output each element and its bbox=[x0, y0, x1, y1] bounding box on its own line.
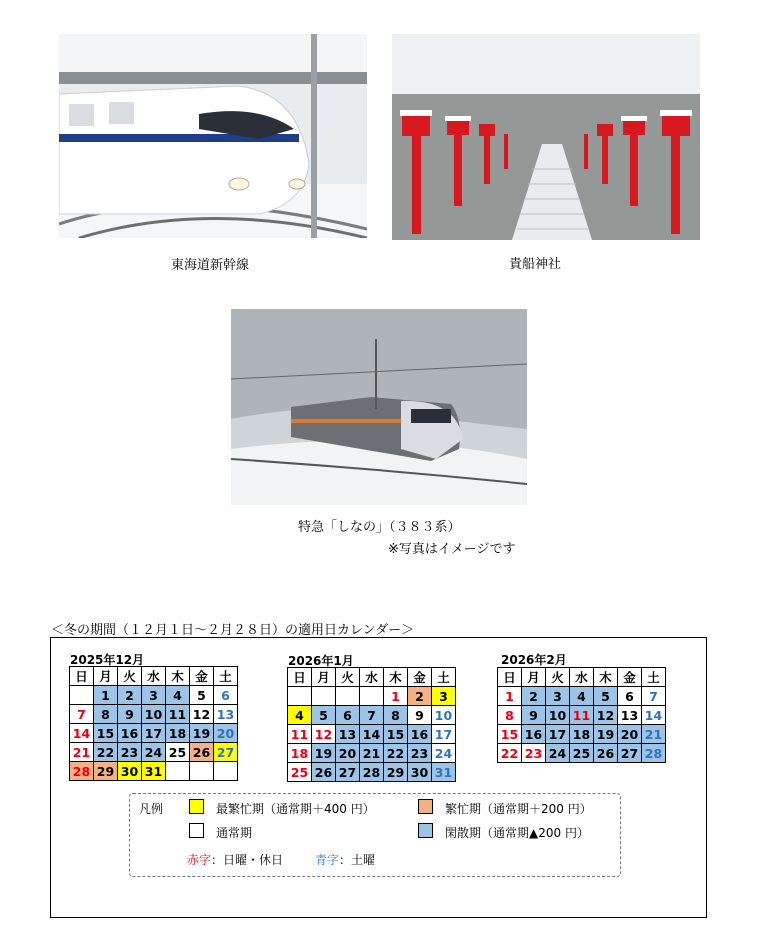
day-cell: 13 bbox=[336, 725, 360, 744]
day-cell: 5 bbox=[312, 706, 336, 725]
day-cell: 11 bbox=[570, 706, 594, 725]
day-cell: 17 bbox=[546, 725, 570, 744]
day-cell: 9 bbox=[522, 706, 546, 725]
day-cell: 25 bbox=[570, 744, 594, 763]
day-cell bbox=[312, 687, 336, 706]
day-cell: 18 bbox=[570, 725, 594, 744]
day-cell: 16 bbox=[522, 725, 546, 744]
day-cell: 10 bbox=[142, 705, 166, 724]
day-cell: 19 bbox=[312, 744, 336, 763]
day-cell: 29 bbox=[94, 762, 118, 781]
day-cell: 5 bbox=[190, 686, 214, 705]
day-cell: 31 bbox=[432, 763, 456, 782]
day-cell: 26 bbox=[594, 744, 618, 763]
low-legend-text: 閑散期（通常期▲200 円） bbox=[445, 826, 589, 840]
day-cell: 24 bbox=[142, 743, 166, 762]
weekday-header: 火 bbox=[336, 668, 360, 687]
day-cell: 6 bbox=[214, 686, 238, 705]
normal-legend-text: 通常期 bbox=[216, 826, 253, 840]
day-cell: 2 bbox=[408, 687, 432, 706]
weekday-header: 火 bbox=[546, 668, 570, 687]
day-cell: 23 bbox=[522, 744, 546, 763]
weekday-header: 木 bbox=[594, 668, 618, 687]
day-cell: 28 bbox=[642, 744, 666, 763]
day-cell: 29 bbox=[384, 763, 408, 782]
day-cell: 24 bbox=[546, 744, 570, 763]
legend-box bbox=[129, 793, 621, 877]
day-cell: 9 bbox=[408, 706, 432, 725]
legend-label: 凡例 bbox=[139, 802, 164, 816]
shinkansen-photo bbox=[59, 34, 367, 238]
day-cell: 22 bbox=[384, 744, 408, 763]
day-cell: 10 bbox=[546, 706, 570, 725]
day-cell: 15 bbox=[498, 725, 522, 744]
day-cell: 18 bbox=[166, 724, 190, 743]
day-cell: 22 bbox=[94, 743, 118, 762]
weekday-header: 水 bbox=[142, 667, 166, 686]
month-title-jan: 2026年1月 bbox=[288, 654, 354, 668]
month-title-dec: 2025年12月 bbox=[70, 653, 145, 667]
weekday-header: 金 bbox=[408, 668, 432, 687]
day-cell: 27 bbox=[214, 743, 238, 762]
shinano-caption: 特急「しなの」（３８３系） bbox=[298, 520, 461, 535]
busy-swatch bbox=[418, 799, 433, 814]
day-cell: 30 bbox=[408, 763, 432, 782]
day-cell: 8 bbox=[94, 705, 118, 724]
weekday-header: 月 bbox=[312, 668, 336, 687]
calendar-heading: ＜冬の期間（１２月１日～２月２８日）の適用日カレンダー＞ bbox=[51, 623, 415, 638]
calendar-dec bbox=[69, 666, 238, 781]
day-cell: 1 bbox=[384, 687, 408, 706]
weekday-header: 日 bbox=[70, 667, 94, 686]
weekday-header: 金 bbox=[618, 668, 642, 687]
day-cell: 19 bbox=[594, 725, 618, 744]
weekday-header: 土 bbox=[642, 668, 666, 687]
day-cell: 20 bbox=[214, 724, 238, 743]
day-cell: 22 bbox=[498, 744, 522, 763]
day-cell: 12 bbox=[312, 725, 336, 744]
day-cell: 6 bbox=[618, 687, 642, 706]
day-cell: 16 bbox=[408, 725, 432, 744]
day-cell bbox=[360, 687, 384, 706]
day-cell: 4 bbox=[288, 706, 312, 725]
day-cell: 12 bbox=[594, 706, 618, 725]
kifune-shrine-caption: 貴船神社 bbox=[509, 257, 562, 272]
blue-text-desc: ：土曜 bbox=[339, 853, 376, 867]
day-cell: 3 bbox=[142, 686, 166, 705]
day-cell: 8 bbox=[498, 706, 522, 725]
month-title-feb: 2026年2月 bbox=[501, 653, 567, 667]
peak-swatch bbox=[189, 799, 204, 814]
day-cell: 3 bbox=[546, 687, 570, 706]
day-cell: 4 bbox=[570, 687, 594, 706]
weekday-header: 木 bbox=[384, 668, 408, 687]
day-cell bbox=[166, 762, 190, 781]
day-cell: 23 bbox=[118, 743, 142, 762]
weekday-header: 日 bbox=[498, 668, 522, 687]
weekday-header: 土 bbox=[214, 667, 238, 686]
weekday-header: 土 bbox=[432, 668, 456, 687]
red-text-note bbox=[187, 851, 283, 868]
peak-legend-text: 最繁忙期（通常期＋400 円） bbox=[216, 802, 375, 816]
day-cell: 31 bbox=[142, 762, 166, 781]
low-swatch bbox=[418, 823, 433, 838]
day-cell: 13 bbox=[618, 706, 642, 725]
day-cell bbox=[70, 686, 94, 705]
day-cell: 9 bbox=[118, 705, 142, 724]
day-cell: 15 bbox=[94, 724, 118, 743]
blue-text-label: 青字 bbox=[315, 853, 340, 867]
weekday-header: 金 bbox=[190, 667, 214, 686]
weekday-header: 火 bbox=[118, 667, 142, 686]
day-cell: 16 bbox=[118, 724, 142, 743]
day-cell: 10 bbox=[432, 706, 456, 725]
day-cell: 25 bbox=[166, 743, 190, 762]
day-cell: 7 bbox=[642, 687, 666, 706]
day-cell: 13 bbox=[214, 705, 238, 724]
weekday-header: 日 bbox=[288, 668, 312, 687]
day-cell: 14 bbox=[642, 706, 666, 725]
day-cell: 1 bbox=[498, 687, 522, 706]
day-cell: 14 bbox=[360, 725, 384, 744]
day-cell bbox=[214, 762, 238, 781]
red-text-label: 赤字 bbox=[187, 853, 212, 867]
day-cell: 21 bbox=[70, 743, 94, 762]
day-cell: 27 bbox=[618, 744, 642, 763]
day-cell: 21 bbox=[642, 725, 666, 744]
weekday-header: 水 bbox=[360, 668, 384, 687]
day-cell: 11 bbox=[288, 725, 312, 744]
day-cell: 15 bbox=[384, 725, 408, 744]
shinkansen-caption: 東海道新幹線 bbox=[171, 258, 250, 273]
day-cell: 1 bbox=[94, 686, 118, 705]
blue-text-note bbox=[315, 851, 375, 868]
red-text-desc: ：日曜・休日 bbox=[211, 853, 284, 867]
day-cell: 2 bbox=[522, 687, 546, 706]
weekday-header: 水 bbox=[570, 668, 594, 687]
day-cell: 25 bbox=[288, 763, 312, 782]
weekday-header: 木 bbox=[166, 667, 190, 686]
weekday-header: 月 bbox=[94, 667, 118, 686]
day-cell: 20 bbox=[336, 744, 360, 763]
day-cell: 28 bbox=[70, 762, 94, 781]
busy-legend-text: 繁忙期（通常期＋200 円） bbox=[445, 802, 592, 816]
day-cell: 2 bbox=[118, 686, 142, 705]
day-cell bbox=[288, 687, 312, 706]
day-cell: 17 bbox=[142, 724, 166, 743]
day-cell: 20 bbox=[618, 725, 642, 744]
kifune-shrine-photo bbox=[392, 34, 700, 240]
weekday-header: 月 bbox=[522, 668, 546, 687]
day-cell: 26 bbox=[190, 743, 214, 762]
day-cell: 5 bbox=[594, 687, 618, 706]
day-cell: 24 bbox=[432, 744, 456, 763]
day-cell bbox=[336, 687, 360, 706]
day-cell: 3 bbox=[432, 687, 456, 706]
day-cell: 7 bbox=[360, 706, 384, 725]
day-cell: 28 bbox=[360, 763, 384, 782]
calendar-feb bbox=[497, 667, 666, 763]
day-cell: 12 bbox=[190, 705, 214, 724]
day-cell: 19 bbox=[190, 724, 214, 743]
day-cell: 14 bbox=[70, 724, 94, 743]
calendar-jan bbox=[287, 667, 456, 782]
day-cell: 27 bbox=[336, 763, 360, 782]
day-cell: 11 bbox=[166, 705, 190, 724]
day-cell: 23 bbox=[408, 744, 432, 763]
day-cell: 18 bbox=[288, 744, 312, 763]
day-cell: 6 bbox=[336, 706, 360, 725]
day-cell: 26 bbox=[312, 763, 336, 782]
day-cell bbox=[190, 762, 214, 781]
photo-note: ※写真はイメージです bbox=[388, 542, 516, 557]
day-cell: 21 bbox=[360, 744, 384, 763]
day-cell: 7 bbox=[70, 705, 94, 724]
day-cell: 4 bbox=[166, 686, 190, 705]
shinano-train-photo bbox=[231, 309, 527, 505]
day-cell: 30 bbox=[118, 762, 142, 781]
day-cell: 8 bbox=[384, 706, 408, 725]
normal-swatch bbox=[189, 823, 204, 838]
day-cell: 17 bbox=[432, 725, 456, 744]
